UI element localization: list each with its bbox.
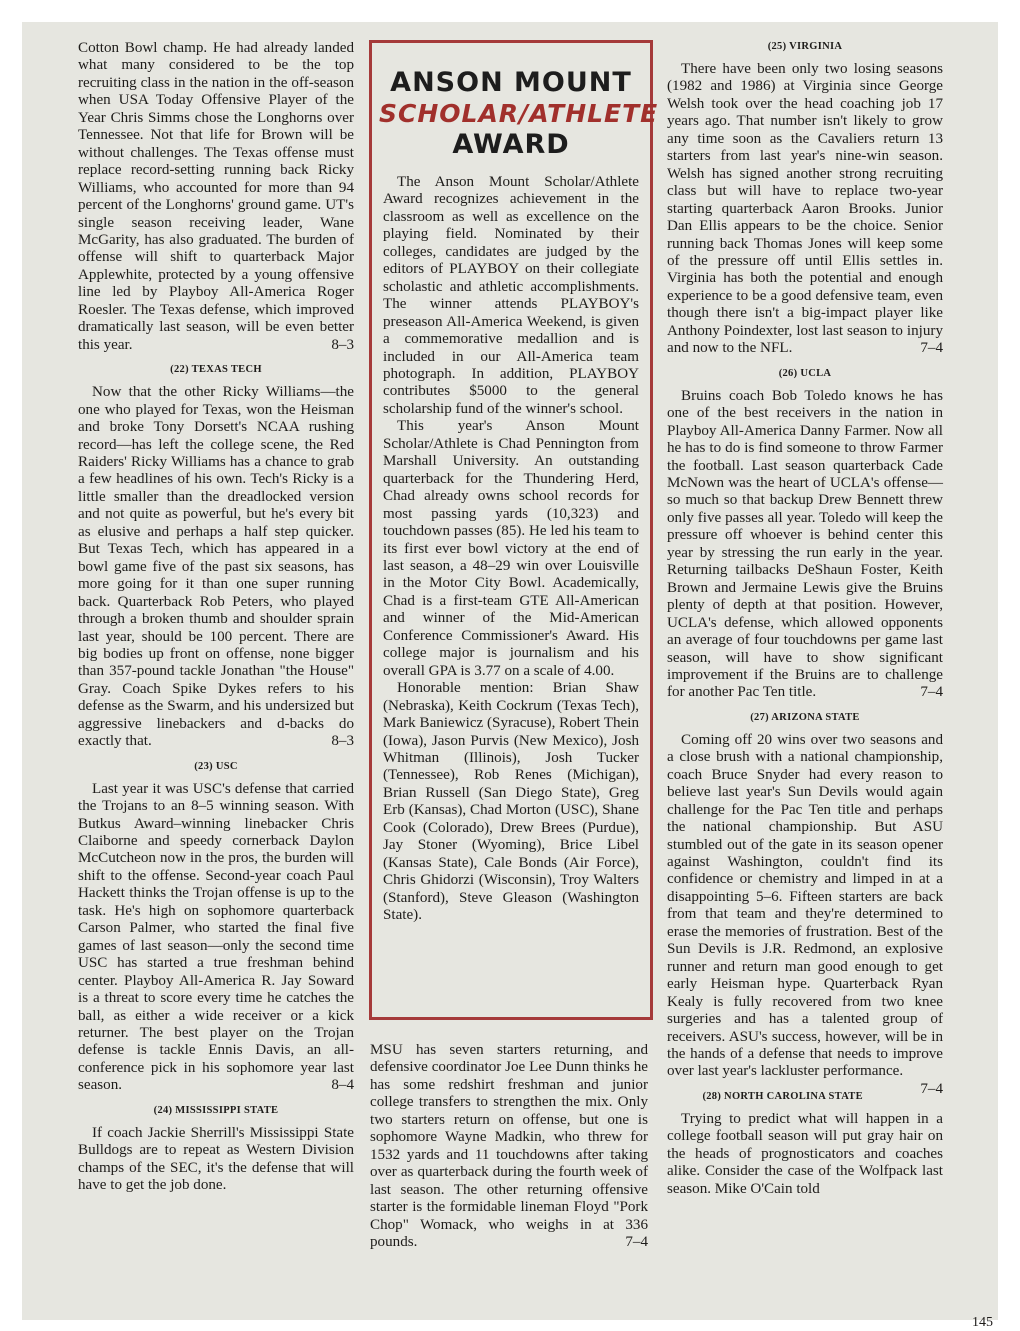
paragraph-text: There have been only two losing seasons (1982 and 1986) at Virginia since George Welsh took over the head coaching job 17 years ago. That number isn't likely to grow any time soon as the Cavaliers return 13 starters from last year's nine-win season. Welsh has signed another strong recruiting class but will have to replace two-year starting quarterback Aaron Brooks. Junior Dan Ellis appears to be the choice. Senior running back Thomas Jones will keep some of the pressure off until Ellis settles in. Virginia has both the potential and enough experience to be a good defensive team, even though there isn't a big-impact player like Anthony Poindexter, lost last season to injury and now to the NFL. [667,61,943,357]
article-paragraph: If coach Jackie Sherrill's Mississippi State Bulldogs are to repeat as Western Division champs of the SEC, it's the defense that will have to get the job done. [78,1124,354,1194]
paragraph-text: Now that the other Ricky Williams—the one who played for Texas, won the Heisman and broke Tony Dorsett's NCAA rushing record—has left the college scene, the Red Raiders' Ricky Williams has a chance to grab a few headlines of his own. Tech's Ricky is a little smaller than the dreadlocked version and not quite as powerful, but he's every bit as elusive and perhaps a half step quicker. But Texas Tech, which has appeared in a bowl game five of the past six seasons, has more going for it than one super running back. Quarterback Rob Peters, who played through a broken thumb and shoulder sprain last year, should be 100 percent. There are big bodies up front on offense, none bigger than 357-pound tackle Jonathan "the House" Gray. Coach Spike Dykes refers to his defense as the Swarm, and his undersized but aggressive linebackers and d-backs do exactly that. [78,384,354,750]
award-paragraph-honorable-mention: Honorable mention: Brian Shaw (Nebraska), Keith Cockrum (Texas Tech), Mark Baniewicz (Syracuse), Robert Thein (Iowa), Jason Purvis (New Mexico), Josh Whitman (Illinois), Josh Tucker (Tennessee), Rob Renes (Michigan), Brian Russell (San Diego State), Greg Erb (Kansas), Chad Morton (USC), Shane Cook (Colorado), Drew Brees (Purdue), Jay Stoner (Wyoming), Brice Libel (Kansas State), Cale Bonds (Air Force), Chris Ghidorzi (Wisconsin), Troy Walters (Stanford), Steve Gleason (Washington State). [383,680,639,924]
article-paragraph [667,61,943,358]
season-record: 7–4 [920,340,943,357]
section-heading-north-carolina-state: (28) NORTH CAROLINA STATE [702,1090,863,1102]
article-paragraph [78,781,354,1095]
section-heading-arizona-state: (27) ARIZONA STATE [750,711,860,723]
paragraph-text: Cotton Bowl champ. He had already landed what many considered to be the top recruiting class in the nation in the off-season when USA Today Offensive Player of the Year Chris Simms chose the Longhorns over Tennessee. Not that life for Brown will be without challenges. The Texas offense must replace record-setting running back Ricky Williams, who accounted for more than 94 percent of the Longhorns' ground game. UT's single season receiving leader, Wane McGarity, has also graduated. The burden of offense will shift to quarterback Major Applewhite, protected by a young offensive line led by Playboy All-America Roger Roesler. The Texas defense, which improved dramatically last season, will be even better this year. [78,40,354,353]
magazine-page [22,22,998,1330]
paragraph-text: Bruins coach Bob Toledo knows he has one of the best receivers in the nation in Playboy All-America Danny Farmer. Now all he has to do is find someone to throw Farmer the football. Last season quarterback Cade McNown was the heart of UCLA's offense—so much so that backup Drew Bennett threw only five passes all year. Toledo will keep the pressure off whoever is behind center this year by stressing the run early in the year. Returning tailbacks DeShaun Foster, Keith Brown and Jermaine Lewis give the Bruins plenty of depth at that position. However, UCLA's defense, which allowed opponents an average of four touchdowns per game last season, will have to show significant improvement if the Bruins are to challenge for another Pac Ten title. [667,387,943,701]
section-heading-virginia: (25) VIRGINIA [767,41,843,52]
article-paragraph [78,384,354,751]
award-title-line-1: ANSON MOUNT [390,67,632,98]
column-left [78,40,354,1195]
award-title [379,67,659,160]
award-sidebar-box [369,40,659,1020]
column-middle-continuation [370,1042,648,1251]
season-record: 8–4 [331,1077,354,1094]
article-paragraph [667,388,943,702]
article-paragraph [370,1042,648,1251]
paragraph-text: MSU has seven starters returning, and defensive coordinator Joe Lee Dunn thinks he has some redshirt freshman and junior college transfers to strengthen the mix. Only two starters return on offense, but one is sophomore Wayne Madkin, who threw for 1532 yards and 11 touchdowns after taking over as quarterback during the fourth week of last season. The other returning offensive starter is the formidable lineman Floyd "Pork Chop" Womack, who weighs in at 336 pounds. [370,1042,648,1250]
section-heading-usc: (23) USC [194,760,238,772]
season-record: 8–3 [331,336,354,353]
article-paragraph: Trying to predict what will happen in a college football season will put gray hair on the heads of prognosticators and coaches alike. Consider the case of the Wolfpack last season. Mike O'Cain told [667,1110,943,1197]
award-title-line-2: SCHOLAR/ATHLETE [379,99,659,128]
paragraph-text: Coming off 20 wins over two seasons and a close brush with a national championship, coach Bruce Snyder had every reason to believe last year's Sun Devils would again challenge for the Pac Ten title and perhaps the national championship. But ASU stumbled out of the gate in its season opener against Washington, couldn't find its confidence or chemistry and limped in at a disappointing 5–6. Fifteen starters are back from that team and they're determined to erase the memories of frustration. Best of the Sun Devils is J.R. Redmond, an explosive runner and return man good enough to get early Heisman hype. Quarterback Ryan Kealy is fully recovered from two knee surgeries and has a talented group of receivers. ASU's success, however, will be in the hands of a defense that needs to improve over last year's lackluster performance. [667,731,943,1080]
article-paragraph [78,40,354,354]
paragraph-text: Last year it was USC's defense that carried the Trojans to an 8–5 winning season. With Butkus Award–winning linebacker Chris Claiborne and speedy cornerback Daylon McCutcheon now in the pros, the burden will shift to the offense. Second-year coach Paul Hackett thinks the Trojan offense is up to the task. He's high on sophomore quarterback Carson Palmer, who started the final five games of last season—only the second time USC has started a true freshman behind center. Playboy All-America R. Jay Soward is a threat to score every time he catches the ball, as either a wide receiver or a kick returner. The best player on the Trojan defense is tackle Ennis Davis, an all-conference pick in his sophomore year last season. [78,780,354,1094]
award-paragraph-description: The Anson Mount Scholar/Athlete Award recognizes achievement in the classroom as well as excellence on the playing field. Nominated by their colleges, candidates are judged by the editors of PLAYBOY on their collegiate scholastic and athletic accomplishments. The winner attends PLAYBOY's preseason All-America Weekend, is given a commemorative medallion and is included in our All-America team photograph. In addition, PLAYBOY contributes $5000 to the general scholarship fund of the winner's school. [383,174,639,417]
page-number: 145 [972,1315,993,1330]
section-heading-mississippi-state: (24) MISSISSIPPI STATE [153,1104,279,1116]
column-right [667,40,943,1198]
award-body [379,174,643,924]
season-record: 7–4 [625,1233,648,1250]
award-paragraph-winner: This year's Anson Mount Scholar/Athlete is Chad Pennington from Marshall University. An outstanding quarterback for the Thundering Herd, Chad already owns school records for most passing yards (10,323) and touchdown passes (85). He led his team to its first ever bowl victory at the end of last season, a 48–29 win over Louisville in the Motor City Bowl. Academically, Chad is a first-team GTE All-American and winner of the Mid-American Conference Commissioner's Award. His college major is journalism and his overall GPA is 3.77 on a scale of 4.00. [383,418,639,679]
section-heading-ucla: (26) UCLA [778,367,832,379]
season-record: 7–4 [920,1080,943,1097]
season-record: 8–3 [331,733,354,750]
section-heading-texas-tech: (22) TEXAS TECH [170,364,262,376]
season-record: 7–4 [920,684,943,701]
award-title-line-3: AWARD [452,129,570,160]
